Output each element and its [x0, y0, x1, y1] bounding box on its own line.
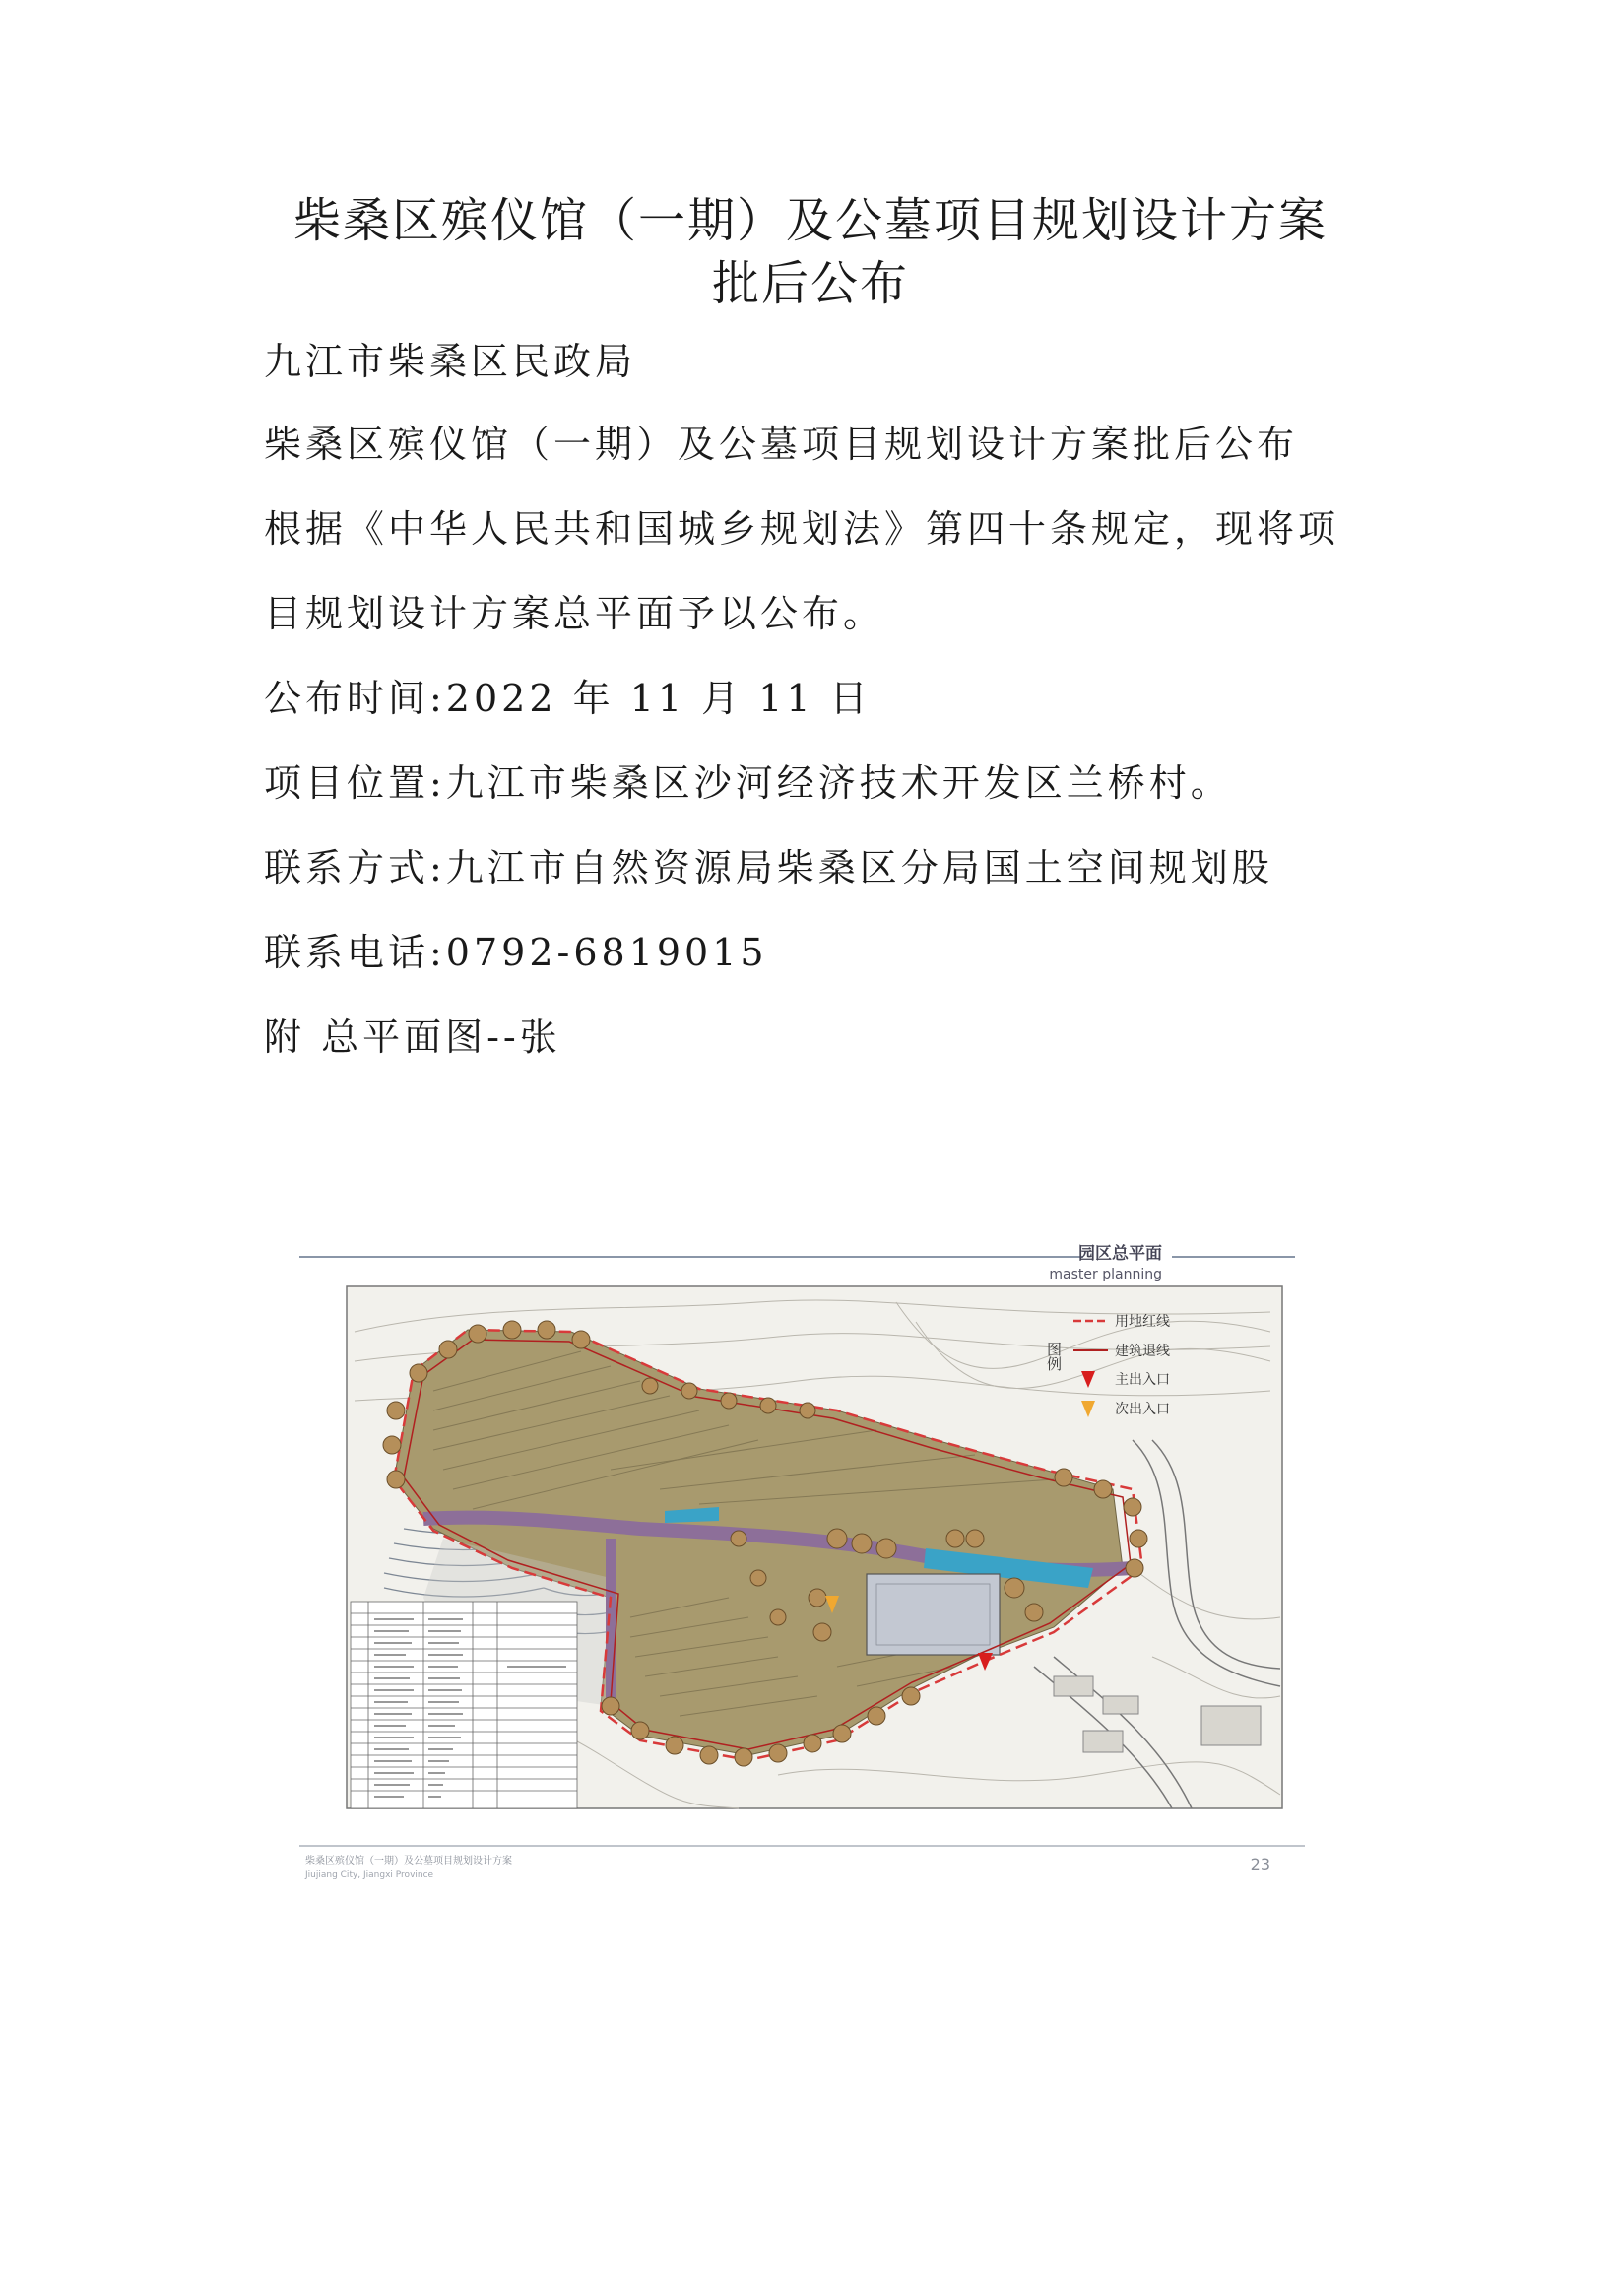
document-title-line2: 批后公布 [711, 256, 909, 311]
legend-item-main-entrance: 主出入口 [1115, 1372, 1170, 1388]
phone-line: 联系电话:0792-6819015 [264, 931, 768, 974]
master-plan-drawing [286, 1243, 1310, 1883]
contact-line: 联系方式:九江市自然资源局柴桑区分局国土空间规划股 [264, 846, 1273, 889]
statement-line-2: 目规划设计方案总平面予以公布。 [264, 592, 885, 635]
subject-line: 柴桑区殡仪馆（一期）及公墓项目规划设计方案批后公布 [264, 423, 1299, 466]
document-title-line1: 柴桑区殡仪馆（一期）及公墓项目规划设计方案 [292, 193, 1328, 248]
statement-line-1: 根据《中华人民共和国城乡规划法》第四十条规定，现将项 [264, 507, 1340, 551]
footer-project-name: 柴桑区殡仪馆（一期）及公墓项目规划设计方案 [305, 1856, 512, 1867]
plan-section-subtitle: master planning [1049, 1267, 1162, 1282]
plan-section-title: 园区总平面 [1078, 1244, 1162, 1264]
footer-page-number: 23 [1250, 1855, 1270, 1873]
organization-line: 九江市柴桑区民政局 [264, 340, 637, 383]
legend-item-setback-line: 建筑退线 [1115, 1344, 1170, 1359]
master-plan-figure [286, 1243, 1310, 1883]
attachment-line: 附 总平面图--张 [264, 1016, 561, 1059]
publish-time-line: 公布时间:2022 年 11 月 11 日 [264, 677, 872, 720]
indicator-table [351, 1602, 577, 1808]
legend-heading: 图例 [1045, 1342, 1063, 1371]
legend-item-red-line: 用地红线 [1115, 1314, 1170, 1330]
funeral-hall-building [867, 1574, 1000, 1655]
location-line: 项目位置:九江市柴桑区沙河经济技术开发区兰桥村。 [264, 761, 1232, 805]
legend-item-secondary-entrance: 次出入口 [1115, 1402, 1170, 1417]
footer-location: Jiujiang City, Jiangxi Province [305, 1870, 434, 1880]
